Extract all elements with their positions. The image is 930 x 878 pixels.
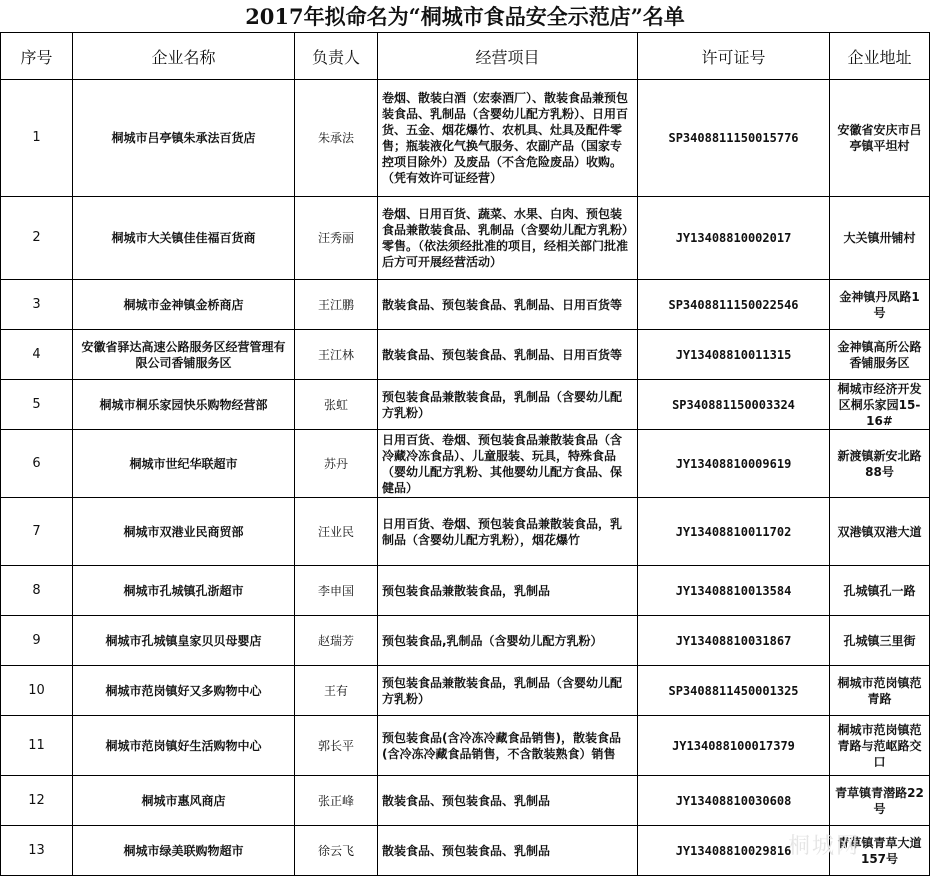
person-in-charge: 李申国 (295, 566, 378, 616)
business-scope: 散装食品、预包装食品、乳制品、日用百货等 (378, 330, 638, 380)
table-row (1, 566, 930, 616)
company-name: 安徽省驿达高速公路服务区经营管理有限公司香铺服务区 (73, 330, 295, 380)
business-scope: 预包装食品,乳制品（含婴幼儿配方乳粉） (378, 616, 638, 666)
license-number: SP3408811150015776 (638, 80, 830, 197)
row-number: 8 (1, 566, 73, 616)
company-address: 孔城镇孔一路 (830, 566, 930, 616)
company-address: 桐城市范岗镇范青路与范岖路交口 (830, 716, 930, 776)
document-title: 2017年拟命名为“桐城市食品安全示范店”名单 (245, 4, 685, 29)
license-number: SP3408811150022546 (638, 280, 830, 330)
company-address: 桐城市经济开发区桐乐家园15-16# (830, 380, 930, 430)
table-row (1, 330, 930, 380)
company-address: 金神镇高所公路香铺服务区 (830, 330, 930, 380)
row-number: 10 (1, 666, 73, 716)
business-scope: 预包装食品兼散装食品，乳制品（含婴幼儿配方乳粉） (378, 666, 638, 716)
person-in-charge: 赵瑞芳 (295, 616, 378, 666)
table-row (1, 430, 930, 498)
table-row (1, 616, 930, 666)
company-name: 桐城市双港业民商贸部 (73, 498, 295, 566)
header-address: 企业地址 (830, 33, 930, 80)
company-address: 双港镇双港大道 (830, 498, 930, 566)
license-number: SP3408811450001325 (638, 666, 830, 716)
row-number: 13 (1, 826, 73, 876)
business-scope: 预包装食品兼散装食品，乳制品 (378, 566, 638, 616)
row-number: 11 (1, 716, 73, 776)
company-address: 孔城镇三里街 (830, 616, 930, 666)
company-address: 新渡镇新安北路88号 (830, 430, 930, 498)
person-in-charge: 徐云飞 (295, 826, 378, 876)
license-number: JY13408810030608 (638, 776, 830, 826)
company-name: 桐城市吕亭镇朱承法百货店 (73, 80, 295, 197)
company-address: 金神镇丹凤路1号 (830, 280, 930, 330)
license-number: JY13408810011315 (638, 330, 830, 380)
license-number: JY134088100017379 (638, 716, 830, 776)
company-name: 桐城市绿美联购物超市 (73, 826, 295, 876)
header-scope: 经营项目 (378, 33, 638, 80)
table-row (1, 776, 930, 826)
table-row (1, 280, 930, 330)
business-scope: 预包装食品(含冷冻冷藏食品销售)，散装食品(含冷冻冷藏食品销售，不含散装熟食）销售 (378, 716, 638, 776)
person-in-charge: 王江鹏 (295, 280, 378, 330)
company-name: 桐城市桐乐家园快乐购物经营部 (73, 380, 295, 430)
header-row (1, 33, 930, 80)
company-address: 安徽省安庆市吕亭镇平坦村 (830, 80, 930, 197)
license-number: JY13408810009619 (638, 430, 830, 498)
shop-list-table (0, 32, 930, 876)
table-row (1, 666, 930, 716)
header-person: 负责人 (295, 33, 378, 80)
table-row (1, 498, 930, 566)
company-address: 青草镇青草大道157号 (830, 826, 930, 876)
table-row (1, 197, 930, 280)
person-in-charge: 王有 (295, 666, 378, 716)
license-number: JY13408810029816 (638, 826, 830, 876)
license-number: JY13408810013584 (638, 566, 830, 616)
person-in-charge: 汪业民 (295, 498, 378, 566)
business-scope: 日用百货、卷烟、预包装食品兼散装食品（含冷藏冷冻食品）、儿童服装、玩具，特殊食品（婴幼儿配方乳粉、其他婴幼儿配方食品、保健品） (378, 430, 638, 498)
row-number: 2 (1, 197, 73, 280)
business-scope: 卷烟、散装白酒（宏泰酒厂）、散装食品兼预包装食品、乳制品（含婴幼儿配方乳粉）、日用百货、五金、烟花爆竹、农机具、灶具及配件零售；瓶装液化气换气服务、农副产品（国家专控项目除外）及废品（不含危险废品）收购。（凭有效许可证经营） (378, 80, 638, 197)
header-no: 序号 (1, 33, 73, 80)
person-in-charge: 张虹 (295, 380, 378, 430)
person-in-charge: 郭长平 (295, 716, 378, 776)
header-name: 企业名称 (73, 33, 295, 80)
company-address: 桐城市范岗镇范青路 (830, 666, 930, 716)
company-name: 桐城市孔城镇皇家贝贝母婴店 (73, 616, 295, 666)
company-name: 桐城市范岗镇好又多购物中心 (73, 666, 295, 716)
row-number: 6 (1, 430, 73, 498)
company-name: 桐城市世纪华联超市 (73, 430, 295, 498)
business-scope: 预包装食品兼散装食品，乳制品（含婴幼儿配方乳粉） (378, 380, 638, 430)
person-in-charge: 苏丹 (295, 430, 378, 498)
company-name: 桐城市孔城镇孔浙超市 (73, 566, 295, 616)
company-name: 桐城市金神镇金桥商店 (73, 280, 295, 330)
person-in-charge: 朱承法 (295, 80, 378, 197)
business-scope: 散装食品、预包装食品、乳制品 (378, 826, 638, 876)
row-number: 3 (1, 280, 73, 330)
row-number: 4 (1, 330, 73, 380)
watermark: 桐城网 (787, 834, 860, 859)
table-row (1, 80, 930, 197)
person-in-charge: 汪秀丽 (295, 197, 378, 280)
table-row (1, 716, 930, 776)
license-number: JY13408810011702 (638, 498, 830, 566)
row-number: 5 (1, 380, 73, 430)
company-name: 桐城市大关镇佳佳福百货商 (73, 197, 295, 280)
business-scope: 卷烟、日用百货、蔬菜、水果、白肉、预包装食品兼散装食品、乳制品（含婴幼儿配方乳粉）零售。（依法须经批准的项目，经相关部门批准后方可开展经营活动） (378, 197, 638, 280)
business-scope: 日用百货、卷烟、预包装食品兼散装食品，乳制品（含婴幼儿配方乳粉），烟花爆竹 (378, 498, 638, 566)
header-license: 许可证号 (638, 33, 830, 80)
company-name: 桐城市范岗镇好生活购物中心 (73, 716, 295, 776)
company-address: 大关镇卅铺村 (830, 197, 930, 280)
person-in-charge: 张正峰 (295, 776, 378, 826)
row-number: 9 (1, 616, 73, 666)
person-in-charge: 王江林 (295, 330, 378, 380)
business-scope: 散装食品、预包装食品、乳制品、日用百货等 (378, 280, 638, 330)
license-number: JY13408810031867 (638, 616, 830, 666)
company-name: 桐城市惠风商店 (73, 776, 295, 826)
business-scope: 散装食品、预包装食品、乳制品 (378, 776, 638, 826)
company-address: 青草镇青潜路22号 (830, 776, 930, 826)
table-row (1, 826, 930, 876)
license-number: SP340881150003324 (638, 380, 830, 430)
row-number: 7 (1, 498, 73, 566)
row-number: 1 (1, 80, 73, 197)
row-number: 12 (1, 776, 73, 826)
license-number: JY13408810002017 (638, 197, 830, 280)
table-row (1, 380, 930, 430)
